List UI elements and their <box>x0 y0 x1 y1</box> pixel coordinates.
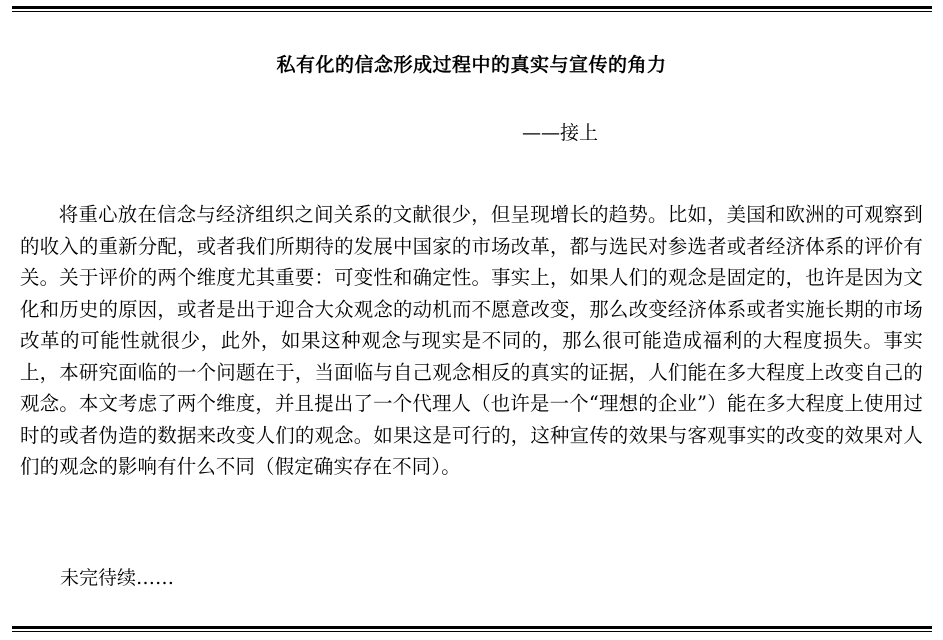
article-subtitle: ——接上 <box>522 122 599 144</box>
continued-note: 未完待续…… <box>60 567 175 589</box>
top-border-rule <box>12 6 932 12</box>
article-title: 私有化的信念形成过程中的真实与宣传的角力 <box>276 54 667 76</box>
article-body-paragraph: 将重心放在信念与经济组织之间关系的文献很少，但呈现增长的趋势。比如，美国和欧洲的可观察到的收入的重新分配，或者我们所期待的发展中国家的市场改革，都与选民对参选者或者经济体系的评价有关。关于评价的两个维度尤其重要：可变性和确定性。事实上，如果人们的观念是固定的，也许是因为文化和历史的原因，或者是出于迎合大众观念的动机而不愿意改变，那么改变经济体系或者实施长期的市场改革的可能性就很少，此外，如果这种观念与现实是不同的，那么很可能造成福利的大程度损失。事实上，本研究面临的一个问题在于，当面临与自己观念相反的真实的证据，人们能在多大程度上改变自己的观念。本文考虑了两个维度，并且提出了一个代理人（也许是一个“理想的企业”）能在多大程度上使用过时的或者伪造的数据来改变人们的观念。如果这是可行的，这种宣传的效果与客观事实的改变的效果对人们的观念的影响有什么不同（假定确实存在不同）。 <box>20 203 923 479</box>
bottom-border-rule <box>12 626 932 632</box>
